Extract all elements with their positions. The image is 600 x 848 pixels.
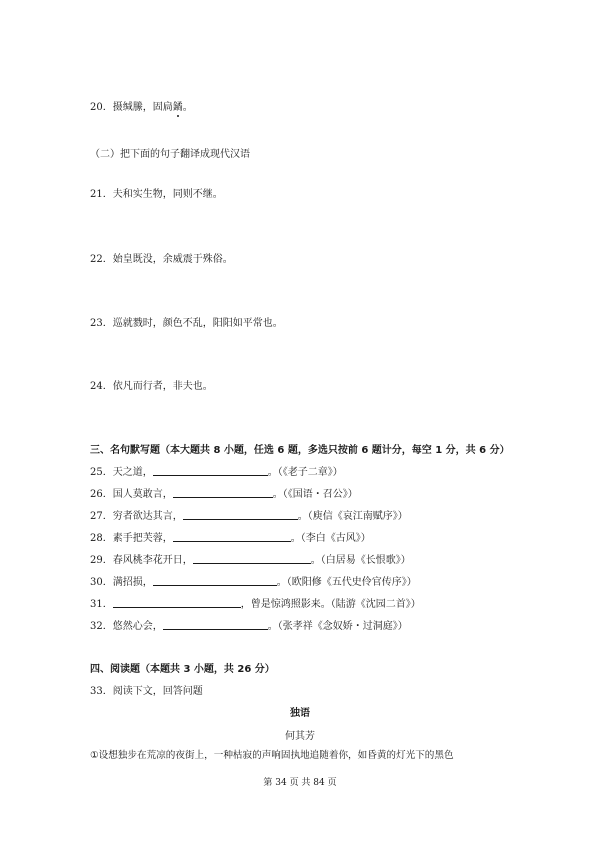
question-25 — [90, 463, 343, 478]
question-source: 。（欧阳修《五代史伶官传序》） — [276, 577, 417, 588]
question-prefix: 26．国人莫敢言， — [90, 489, 173, 500]
answer-blank[interactable] — [183, 509, 298, 520]
question-20-text: 20．摄缄縢，固扃 — [90, 102, 173, 113]
question-28 — [90, 529, 371, 544]
question-23: 23．巡就戮时，颜色不乱，阳阳如平常也。 — [90, 318, 283, 329]
question-20 — [90, 98, 193, 113]
question-source: 。（《老子二章》） — [267, 467, 343, 478]
question-prefix: 25．天之道， — [90, 467, 153, 478]
question-29 — [90, 551, 411, 566]
section-3-heading: 三、名句默写题（本大题共 8 小题，任选 6 题，多选只按前 6 题计分，每空 1 分，共 6 分） — [90, 445, 510, 456]
question-32 — [90, 617, 408, 632]
answer-blank[interactable] — [173, 487, 273, 498]
page-footer: 第 34 页 共 84 页 — [263, 778, 337, 788]
question-source: 。（张孝祥《念奴娇・过洞庭》） — [267, 621, 408, 632]
question-source: 。（白居易《长恨歌》） — [310, 555, 411, 566]
dotted-character: 鐍 — [172, 102, 183, 113]
question-source: ，曾是惊鸿照影来。（陆游《沈园二首》） — [240, 599, 421, 610]
question-27 — [90, 507, 408, 522]
answer-blank[interactable] — [153, 465, 268, 476]
question-20-end: 。 — [182, 102, 193, 113]
question-source: 。（《国语・召公》） — [272, 489, 358, 500]
question-26 — [90, 485, 358, 500]
passage-title: 独语 — [290, 708, 310, 719]
question-22: 22．始皇既没，余威震于殊俗。 — [90, 254, 233, 265]
question-21: 21．夫和实生物，同则不继。 — [90, 189, 223, 200]
question-prefix: 27．穷者欲达其言， — [90, 511, 183, 522]
passage-first-line: ①设想独步在荒凉的夜街上，一种枯寂的声响固执地追随着你，如昏黄的灯光下的黑色 — [90, 750, 454, 761]
question-prefix: 28．素手把芙蓉， — [90, 533, 173, 544]
answer-blank[interactable] — [193, 553, 311, 564]
section-2-heading: （二）把下面的句子翻译成现代汉语 — [90, 149, 250, 160]
question-31 — [90, 595, 421, 610]
question-prefix: 32．悠然心会， — [90, 621, 163, 632]
question-source: 。（庾信《哀江南赋序》） — [297, 511, 408, 522]
question-source: 。（李白《古风》） — [290, 533, 371, 544]
answer-blank[interactable] — [153, 575, 277, 586]
question-prefix: 30．满招损， — [90, 577, 153, 588]
answer-blank[interactable] — [173, 531, 291, 542]
question-33: 33．阅读下文，回答问题 — [90, 686, 203, 697]
question-prefix: 29．春风桃李花开日， — [90, 555, 193, 566]
question-30 — [90, 573, 417, 588]
answer-blank[interactable] — [163, 619, 268, 630]
section-4-heading: 四、阅读题（本题共 3 小题，共 26 分） — [90, 664, 275, 675]
question-24: 24．依凡而行者，非夫也。 — [90, 381, 213, 392]
question-prefix: 31． — [90, 599, 113, 610]
answer-blank[interactable] — [113, 597, 241, 608]
passage-author: 何其芳 — [285, 731, 315, 742]
